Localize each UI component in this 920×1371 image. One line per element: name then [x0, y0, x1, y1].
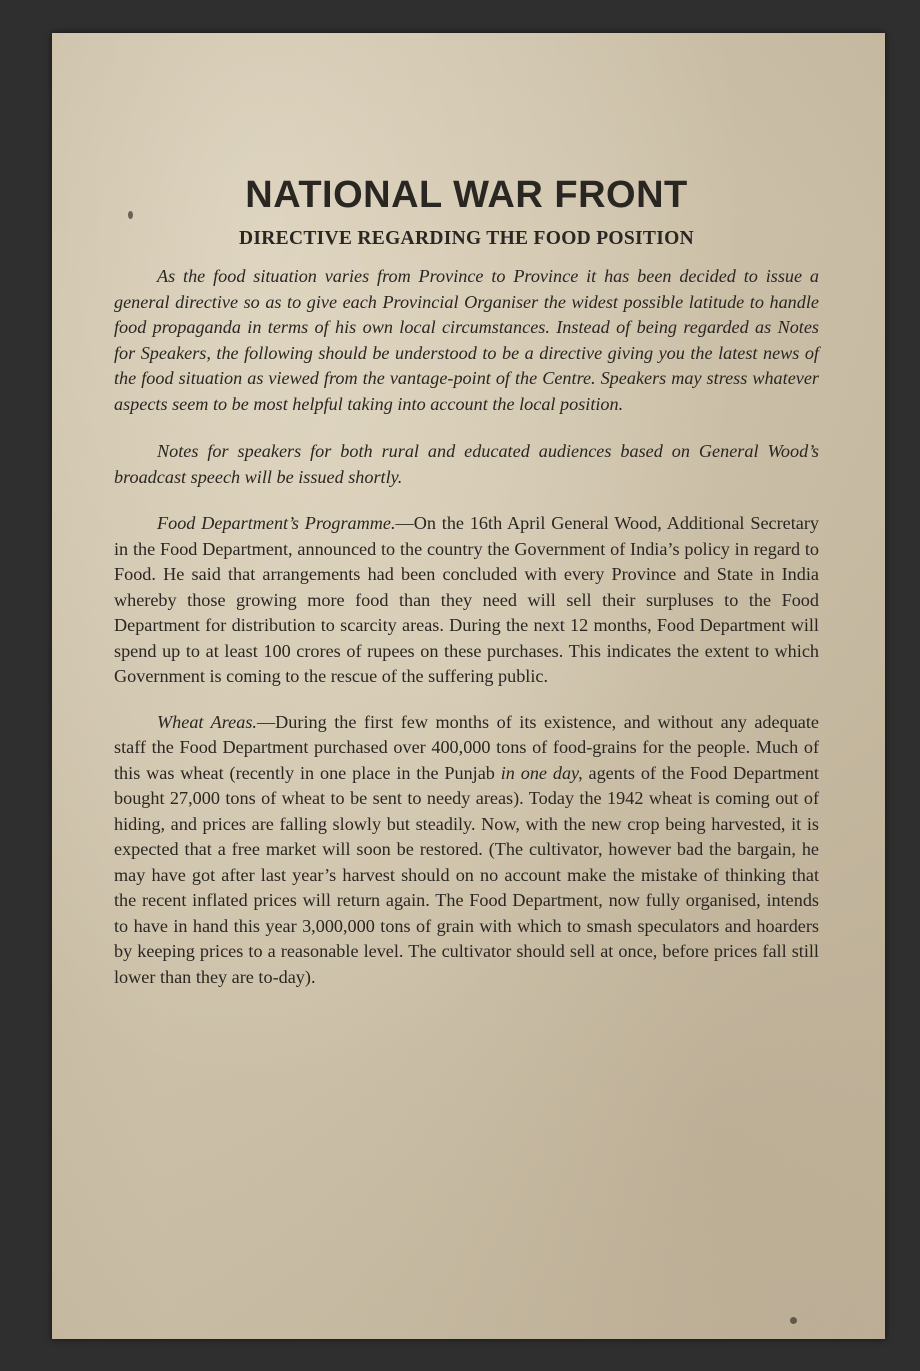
document-title: NATIONAL WAR FRONT [245, 174, 688, 216]
paper-sheet [52, 33, 885, 1339]
programme-dash: — [395, 513, 414, 533]
programme-paragraph [114, 511, 819, 690]
wheat-heading: Wheat Areas. [157, 711, 257, 732]
document-subtitle: DIRECTIVE REGARDING THE FOOD POSITION [239, 228, 694, 249]
intro-paragraph: As the food situation varies from Province to Province it has been decided to issue a general directive so as to give each Provincial Organiser the widest possible latitude to handle food propaganda in terms of his own local circumstances. Instead of being regarded as Notes for Speakers, the following should be understood to be a directive giving you the latest news of the food situation as viewed from the vantage-point of the Centre. Speakers may stress whatever aspects seem to be most helpful taking into account the local position. [114, 266, 819, 414]
programme-heading: Food Department’s Programme. [157, 513, 396, 533]
wheat-body-part2: agents of the Food Department bought 27,000 tons of wheat to be sent to needy areas). Today the 1942 wheat is coming out of hiding, and prices are falling slowly but steadily. Now, with the new crop being harvested, it is expected that a free market will soon be restored. (The cultivator, however bad the bargain, he may have got after last year’s harvest should on no account make the mistake of thinking that the recent inflated prices will return again. The Food Department, now fully organised, intends to have in hand this year 3,000,000 tons of grain with which to smash speculators and hoarders by keeping prices to a reasonable level. The cultivator should sell at once, before prices fall still lower than they are to-day). [114, 762, 819, 987]
wheat-emphasis: in one day, [500, 762, 583, 783]
wheat-dash: — [256, 711, 276, 732]
wheat-paragraph [114, 710, 819, 991]
wheat-body-part1: During the first few months of its existence, and without any adequate staff the Food Department purchased over 400,000 tons of food-grains for the people. Much of this was wheat (recently in one place in the Punjab [114, 711, 819, 783]
document-body [114, 173, 819, 990]
ink-speck [790, 1317, 797, 1324]
notes-paragraph: Notes for speakers for both rural and educated audiences based on General Wood’s broadcast speech will be issued shortly. [114, 441, 819, 487]
programme-body: On the 16th April General Wood, Additional Secretary in the Food Department, announced to the country the Government of India’s policy in regard to Food. He said that arrangements had been concluded with every Province and State in India whereby those growing more food than they need will sell their surpluses to the Food Department for distribution to scarcity areas. During the next 12 months, Food Department will spend up to at least 100 crores of rupees on these purchases. This indicates the extent to which Government is coming to the rescue of the suffering public. [114, 513, 819, 686]
